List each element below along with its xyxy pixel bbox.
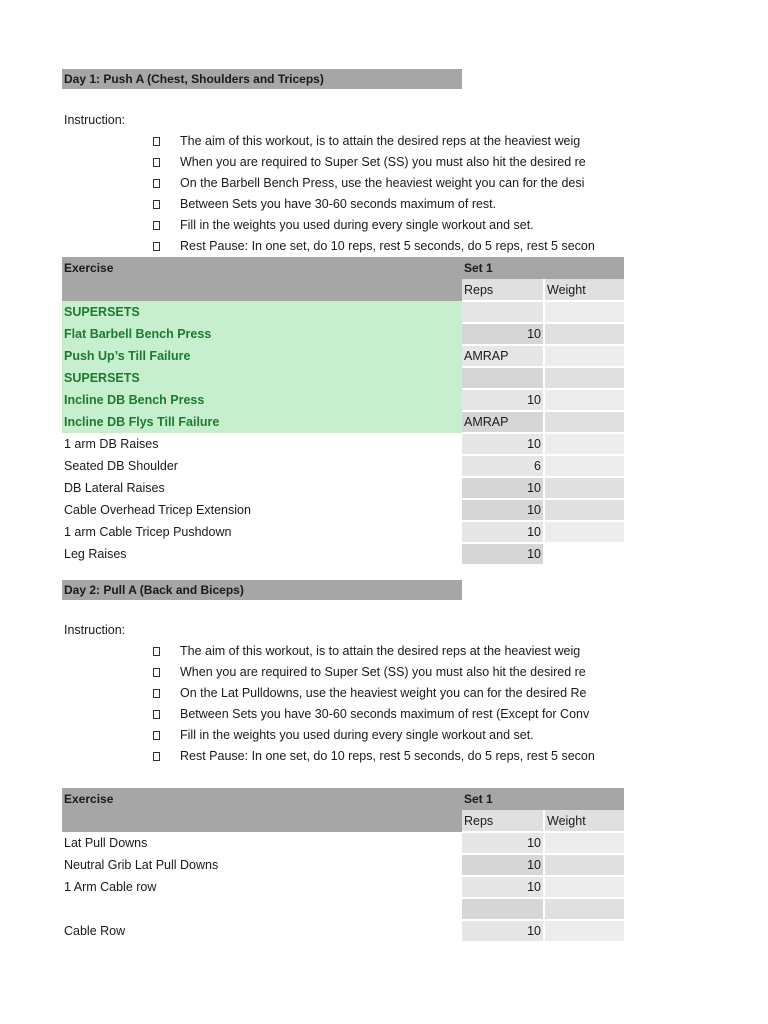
day2-instruction-label: Instruction: bbox=[64, 623, 126, 637]
reps-cell: 6 bbox=[462, 455, 544, 477]
exercise-name: Cable Overhead Tricep Extension bbox=[64, 503, 251, 517]
table-row bbox=[62, 521, 624, 543]
instruction-item bbox=[152, 662, 626, 683]
checkbox-glyph-icon bbox=[153, 179, 160, 188]
instruction-item bbox=[152, 236, 626, 257]
weight-cell[interactable] bbox=[544, 543, 624, 565]
exercise-name: SUPERSETS bbox=[62, 301, 462, 323]
table-row bbox=[62, 898, 624, 920]
table-row bbox=[62, 477, 624, 499]
table-row bbox=[62, 301, 624, 323]
exercise-name: Lat Pull Downs bbox=[64, 836, 148, 850]
instruction-item bbox=[152, 641, 626, 662]
instruction-item bbox=[152, 725, 626, 746]
reps-cell: 10 bbox=[462, 832, 544, 854]
reps-cell bbox=[462, 367, 544, 389]
instruction-item bbox=[152, 152, 626, 173]
reps-cell: 10 bbox=[462, 876, 544, 898]
exercise-column-header: Exercise bbox=[62, 788, 462, 810]
checkbox-glyph-icon bbox=[153, 158, 160, 167]
exercise-name: Neutral Grib Lat Pull Downs bbox=[64, 858, 219, 872]
checkbox-glyph-icon bbox=[153, 752, 160, 761]
weight-column-header: Weight bbox=[544, 279, 624, 301]
weight-cell[interactable] bbox=[544, 898, 624, 920]
day1-instruction-label: Instruction: bbox=[64, 113, 126, 127]
weight-cell[interactable] bbox=[544, 301, 624, 323]
exercise-name: Cable Row bbox=[64, 924, 126, 938]
table-row bbox=[62, 876, 624, 898]
table-row bbox=[62, 920, 624, 942]
weight-cell[interactable] bbox=[544, 832, 624, 854]
instruction-item bbox=[152, 683, 626, 704]
weight-cell[interactable] bbox=[544, 411, 624, 433]
table-subheader-row bbox=[62, 810, 624, 832]
table-subheader-row bbox=[62, 279, 624, 301]
reps-cell: 10 bbox=[462, 477, 544, 499]
subheader-blank bbox=[62, 810, 462, 832]
weight-cell[interactable] bbox=[544, 345, 624, 367]
instruction-text: Rest Pause: In one set, do 10 reps, rest 5 seconds, do 5 reps, rest 5 secon bbox=[180, 239, 595, 253]
exercise-name: Seated DB Shoulder bbox=[64, 459, 178, 473]
reps-column-header: Reps bbox=[462, 279, 544, 301]
reps-cell: 10 bbox=[462, 389, 544, 411]
weight-cell[interactable] bbox=[544, 477, 624, 499]
reps-cell: 10 bbox=[462, 854, 544, 876]
exercise-name: 1 arm Cable Tricep Pushdown bbox=[64, 525, 232, 539]
exercise-name: SUPERSETS bbox=[62, 367, 462, 389]
checkbox-glyph-icon bbox=[153, 731, 160, 740]
set-column-header: Set 1 bbox=[462, 788, 624, 810]
exercise-name: Incline DB Bench Press bbox=[62, 389, 462, 411]
instruction-text: Fill in the weights you used during every single workout and set. bbox=[180, 218, 534, 232]
exercise-name: 1 arm DB Raises bbox=[64, 437, 159, 451]
reps-cell: 10 bbox=[462, 323, 544, 345]
weight-cell[interactable] bbox=[544, 521, 624, 543]
weight-cell[interactable] bbox=[544, 455, 624, 477]
reps-cell: 10 bbox=[462, 433, 544, 455]
checkbox-glyph-icon bbox=[153, 242, 160, 251]
exercise-name: Incline DB Flys Till Failure bbox=[62, 411, 462, 433]
table-row bbox=[62, 499, 624, 521]
instruction-item bbox=[152, 215, 626, 236]
weight-cell[interactable] bbox=[544, 389, 624, 411]
instruction-text: Fill in the weights you used during every single workout and set. bbox=[180, 728, 534, 742]
checkbox-glyph-icon bbox=[153, 710, 160, 719]
weight-cell[interactable] bbox=[544, 499, 624, 521]
table-row bbox=[62, 367, 624, 389]
reps-cell: 10 bbox=[462, 920, 544, 942]
exercise-column-header: Exercise bbox=[62, 257, 462, 279]
instruction-text: Rest Pause: In one set, do 10 reps, rest 5 seconds, do 5 reps, rest 5 secon bbox=[180, 749, 595, 763]
weight-cell[interactable] bbox=[544, 367, 624, 389]
instruction-item bbox=[152, 194, 626, 215]
checkbox-glyph-icon bbox=[153, 668, 160, 677]
weight-column-header: Weight bbox=[544, 810, 624, 832]
weight-cell[interactable] bbox=[544, 876, 624, 898]
table-row bbox=[62, 345, 624, 367]
weight-cell[interactable] bbox=[544, 920, 624, 942]
instruction-item bbox=[152, 746, 626, 767]
weight-cell[interactable] bbox=[544, 323, 624, 345]
day2-title: Day 2: Pull A (Back and Biceps) bbox=[62, 580, 462, 600]
reps-column-header: Reps bbox=[462, 810, 544, 832]
reps-cell: AMRAP bbox=[462, 411, 544, 433]
instruction-text: When you are required to Super Set (SS) you must also hit the desired re bbox=[180, 155, 586, 169]
instruction-text: The aim of this workout, is to attain the desired reps at the heaviest weig bbox=[180, 644, 581, 658]
table-header-row bbox=[62, 788, 624, 810]
table-row bbox=[62, 832, 624, 854]
instruction-item bbox=[152, 131, 626, 152]
checkbox-glyph-icon bbox=[153, 647, 160, 656]
weight-cell[interactable] bbox=[544, 433, 624, 455]
exercise-name: Leg Raises bbox=[64, 547, 127, 561]
checkbox-glyph-icon bbox=[153, 221, 160, 230]
reps-cell bbox=[462, 898, 544, 920]
exercise-name: Flat Barbell Bench Press bbox=[62, 323, 462, 345]
checkbox-glyph-icon bbox=[153, 137, 160, 146]
instruction-text: Between Sets you have 30-60 seconds maximum of rest (Except for Conv bbox=[180, 707, 590, 721]
table-row bbox=[62, 411, 624, 433]
instruction-item bbox=[152, 173, 626, 194]
instruction-text: When you are required to Super Set (SS) you must also hit the desired re bbox=[180, 665, 586, 679]
table-row bbox=[62, 389, 624, 411]
day2-instruction-list bbox=[152, 641, 626, 767]
table-row bbox=[62, 433, 624, 455]
exercise-name: DB Lateral Raises bbox=[64, 481, 165, 495]
exercise-name: 1 Arm Cable row bbox=[64, 880, 157, 894]
exercise-name: Push Up’s Till Failure bbox=[62, 345, 462, 367]
table-row bbox=[62, 543, 624, 565]
instruction-item bbox=[152, 704, 626, 725]
instruction-text: On the Lat Pulldowns, use the heaviest weight you can for the desired Re bbox=[180, 686, 587, 700]
set-column-header: Set 1 bbox=[462, 257, 624, 279]
table-row bbox=[62, 854, 624, 876]
table-row bbox=[62, 455, 624, 477]
instruction-text: Between Sets you have 30-60 seconds maximum of rest. bbox=[180, 197, 497, 211]
day1-instruction-list bbox=[152, 131, 626, 257]
table-row bbox=[62, 323, 624, 345]
checkbox-glyph-icon bbox=[153, 200, 160, 209]
instruction-text: The aim of this workout, is to attain the desired reps at the heaviest weig bbox=[180, 134, 581, 148]
weight-cell[interactable] bbox=[544, 854, 624, 876]
reps-cell bbox=[462, 301, 544, 323]
reps-cell: AMRAP bbox=[462, 345, 544, 367]
day2-exercise-table bbox=[62, 788, 624, 943]
instruction-text: On the Barbell Bench Press, use the heaviest weight you can for the desi bbox=[180, 176, 585, 190]
reps-cell: 10 bbox=[462, 543, 544, 565]
reps-cell: 10 bbox=[462, 499, 544, 521]
day1-exercise-table bbox=[62, 257, 624, 566]
checkbox-glyph-icon bbox=[153, 689, 160, 698]
exercise-name bbox=[62, 898, 462, 920]
reps-cell: 10 bbox=[462, 521, 544, 543]
day1-title: Day 1: Push A (Chest, Shoulders and Triceps) bbox=[62, 69, 462, 89]
table-header-row bbox=[62, 257, 624, 279]
subheader-blank bbox=[62, 279, 462, 301]
